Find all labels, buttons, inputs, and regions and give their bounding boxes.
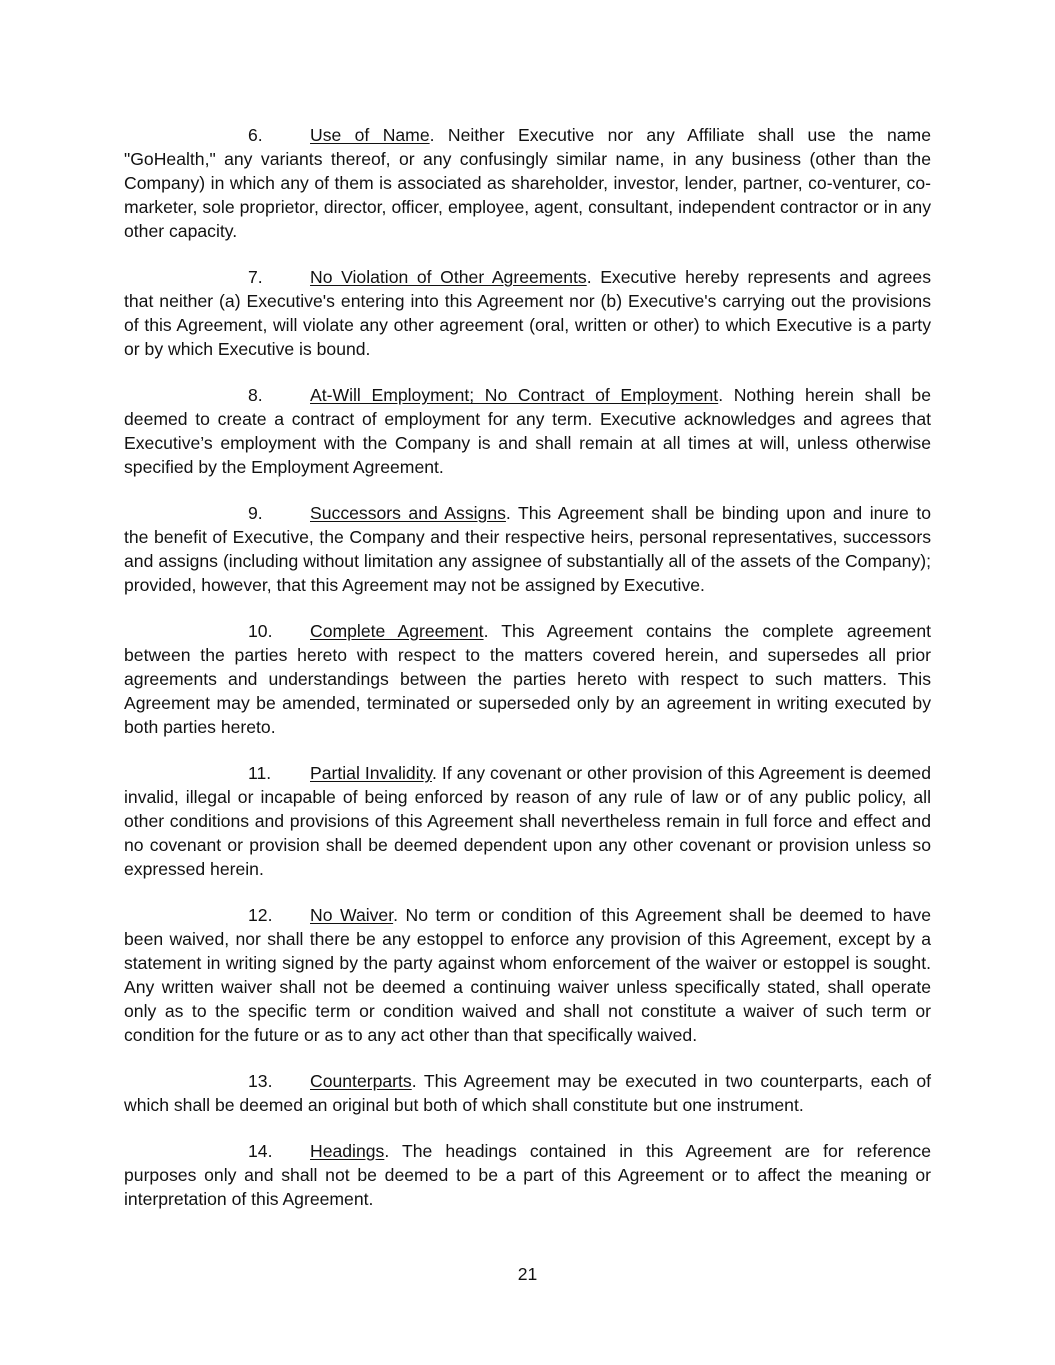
section-text: . If any covenant or other provision of this Agreement is deemed invalid, illegal or incapable of being enforced by reason of any rule of law or of any public policy, all other conditions and provisions of this Agreement shall nevertheless remain in full force and effect and no covenant or provision shall be deemed dependent upon any other covenant or provision unless so expressed herein. [124,763,931,879]
section-number: 10. [248,621,273,641]
section-text: . This Agreement contains the complete agreement between the parties hereto with respect to the matters covered herein, and supersedes all prior agreements and understandings between the parties hereto with respect to such matters. This Agreement may be amended, terminated or superseded only by an agreement in writing executed by both parties hereto. [124,621,931,737]
section-number: 8. [248,385,263,405]
section-9 [124,501,931,597]
section-heading: Use of Name [310,125,430,145]
section-text: . The headings contained in this Agreement are for reference purposes only and shall not be deemed to be a part of this Agreement or to affect the meaning or interpretation of this Agreement. [124,1141,931,1209]
section-heading: Complete Agreement [310,621,484,641]
section-heading: Counterparts [310,1071,412,1091]
section-text: . No term or condition of this Agreement shall be deemed to have been waived, nor shall there be any estoppel to enforce any provision of this Agreement, except by a statement in writing signed by the party against whom enforcement of the waiver or estoppel is sought. Any written waiver shall not be deemed a continuing waiver unless specifically stated, shall operate only as to the specific term or condition waived and shall not constitute a waiver of such term or condition for the future or as to any act other than that specifically waived. [124,905,932,1045]
section-13 [124,1069,931,1117]
section-7 [124,265,931,361]
section-14 [124,1139,931,1211]
section-number: 9. [248,503,263,523]
document-body [124,123,931,1233]
section-6 [124,123,931,243]
section-heading: At-Will Employment; No Contract of Employment [310,385,719,405]
page-number: 21 [517,1264,538,1284]
section-10 [124,619,931,739]
section-number: 12. [248,905,273,925]
section-text: . This Agreement may be executed in two counterparts, each of which shall be deemed an original but both of which shall constitute but one instrument. [124,1071,931,1115]
section-heading: No Violation of Other Agreements [310,267,587,287]
section-number: 7. [248,267,263,287]
section-heading: Headings [310,1141,385,1161]
section-11 [124,761,931,881]
section-text: . Executive hereby represents and agrees that neither (a) Executive's entering into this Agreement nor (b) Executive's carrying out the provisions of this Agreement, will violate any other agreement (oral, written or other) to which Executive is a party or by which Executive is bound. [124,267,931,359]
section-number: 11. [248,763,272,783]
section-number: 6. [248,125,263,145]
section-text: . This Agreement shall be binding upon and inure to the benefit of Executive, the Company and their respective heirs, personal representatives, successors and assigns (including without limitation any assignee of substantially all of the assets of the Company); provided, however, that this Agreement may not be assigned by Executive. [124,503,931,595]
section-8 [124,383,931,479]
section-heading: Partial Invalidity [310,763,433,783]
section-heading: No Waiver [310,905,394,925]
section-12 [124,903,931,1047]
section-text: . Neither Executive nor any Affiliate shall use the name "GoHealth," any variants thereof, or any confusingly similar name, in any business (other than the Company) in which any of them is associated as shareholder, investor, lender, partner, co-venturer, co-marketer, sole proprietor, director, officer, employee, agent, consultant, independent contractor or in any other capacity. [124,125,932,241]
section-heading: Successors and Assigns [310,503,506,523]
section-text: . Nothing herein shall be deemed to create a contract of employment for any term. Executive acknowledges and agrees that Executive’s employment with the Company is and shall remain at all times at will, unless otherwise specified by the Employment Agreement. [124,385,931,477]
section-number: 14. [248,1141,273,1161]
section-number: 13. [248,1071,273,1091]
